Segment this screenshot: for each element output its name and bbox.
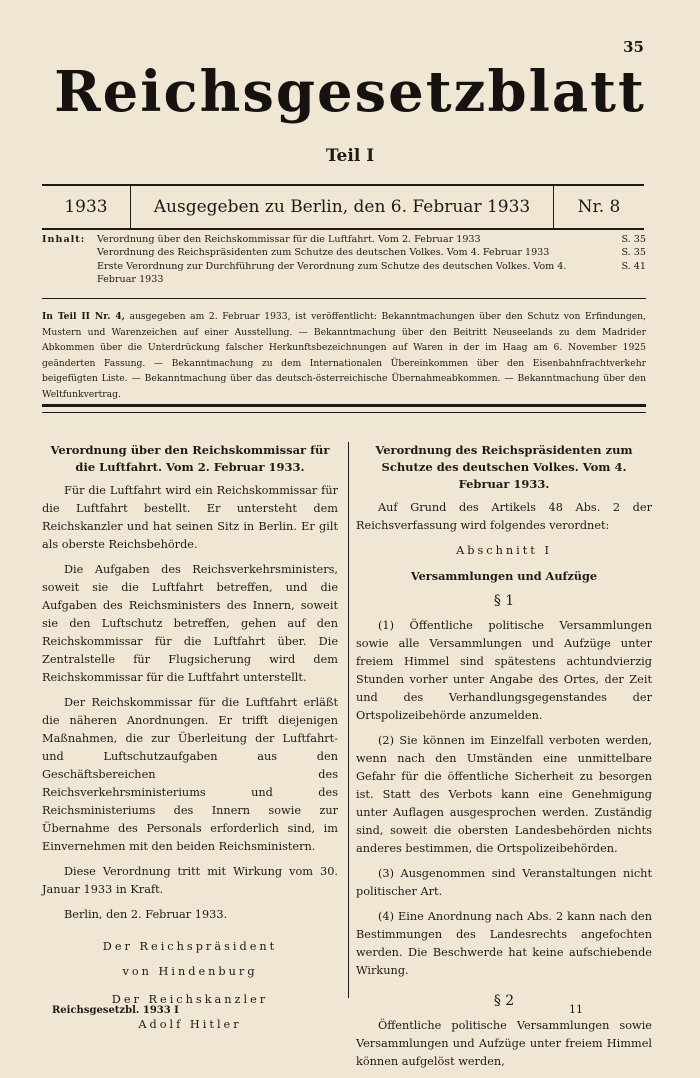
signature-title-chancellor: Der Reichskanzler (111, 993, 269, 1006)
toc-item-text: Verordnung über den Reichskommissar für die Luftfahrt. Vom 2. Februar 1933 (97, 234, 481, 245)
table-of-contents (42, 233, 646, 287)
divider-rule (42, 298, 646, 299)
double-divider-rule (42, 404, 646, 413)
signature-title-president: Der Reichspräsident (102, 940, 278, 953)
part2-text: ausgegeben am 2. Februar 1933, ist veröffentlicht: Bekanntmachungen über den Schutz von Erfindungen, Mustern und Warenzeichen auf einer Ausstellung. — Bekanntmachung über den Beitritt Neuseelands zu dem Madrider Abkommen über die Unterdrückung falscher Herkunftsbezeichnungen auf Waren in der im Haag am 6. November 1925 geänderten Fassung. — Bekanntmachung zu dem Internationalen Übereinkommen über den Eisenbahnfrachtverkehr beigefügten Liste. — Bekanntmachung über das deutsch-österreichische Übernahmeabkommen. — Bekanntmachung über den Weltfunkvertrag. (42, 311, 646, 400)
toc-item (97, 260, 646, 287)
signature-name-president: von Hindenburg (122, 965, 258, 978)
part-label: Teil I (325, 146, 375, 166)
contents-list (97, 233, 646, 287)
section-title: Versammlungen und Aufzüge (410, 569, 598, 583)
contents-label: Inhalt: (42, 234, 86, 245)
decree-intro: Auf Grund des Artikels 48 Abs. 2 der Reichsverfassung wird folgendes verordnet: (356, 501, 652, 532)
page-number: 35 (623, 38, 644, 56)
part2-notice (42, 309, 646, 402)
paragraph-sign-2: § 2 (493, 993, 515, 1009)
section-label: Abschnitt I (456, 544, 552, 557)
masthead-title: Reichsgesetzblatt (54, 59, 646, 125)
decree-paragraph: Der Reichskommissar für die Luftfahrt erläßt die näheren Anordnungen. Er trifft diejenigen Maßnahmen, die zur Überleitung der Luftfahrt- und Luftschutzaufgaben aus den Geschäftsbereichen des Reichsverkehrsministeriums und des Reichsministeriums des Innern sowie zur Übernahme des Personals erforderlich sind, im Einvernehmen mit den beiden Reichsministern. (42, 696, 338, 853)
paragraph-sign-1: § 1 (493, 593, 515, 609)
toc-item-text: Verordnung des Reichspräsidenten zum Schutze des deutschen Volkes. Vom 4. Februar 1933 (97, 247, 550, 259)
issue-band (42, 184, 644, 230)
toc-item (97, 233, 646, 246)
footer-sheet-number: 11 (569, 1003, 583, 1016)
clause: (1) Öffentliche politische Versammlungen sowie alle Versammlungen und Aufzüge unter freiem Himmel sind spätestens achtundvierzig Stunden vorher unter Angabe des Ortes, der Zeit und des Verhandlungsgegenstandes der Ortspolizeibehörde anzumelden. (356, 619, 652, 722)
decree-paragraph: Die Aufgaben des Reichsverkehrsministers, soweit sie die Luftfahrt betreffen, und die Aufgaben des Reichsministers des Innern, soweit sie den Luftschutz betreffen, gehen auf den Reichskommissar für die Luftfahrt über. Die Zentralstelle für Flugsicherung wird dem Reichskommissar für die Luftfahrt unterstellt. (42, 563, 338, 684)
toc-item-page: S. 41 (621, 260, 646, 272)
clause: Öffentliche politische Versammlungen sowie Versammlungen und Aufzüge unter freiem Himmel können aufgelöst werden, (356, 1019, 652, 1068)
column-divider (348, 442, 349, 998)
decree-title-protection: Verordnung des Reichspräsidenten zum Schutze des deutschen Volkes. Vom 4. Februar 1933. (375, 443, 633, 491)
toc-item (97, 246, 646, 259)
issue-number: Nr. 8 (577, 197, 621, 217)
decree-paragraph: Diese Verordnung tritt mit Wirkung vom 30. Januar 1933 in Kraft. (42, 865, 338, 896)
decree-title-aviation: Verordnung über den Reichskommissar für die Luftfahrt. Vom 2. Februar 1933. (50, 443, 330, 474)
date-line: Berlin, den 2. Februar 1933. (64, 908, 228, 921)
toc-item-page: S. 35 (621, 234, 646, 245)
decree-paragraph: Für die Luftfahrt wird ein Reichskommissar für die Luftfahrt bestellt. Er untersteht dem Reichskanzler und hat seinen Sitz in Berlin. Er gilt als oberste Reichsbehörde. (42, 484, 338, 551)
toc-item-page: S. 35 (621, 247, 646, 259)
part2-lead: In Teil II Nr. 4, (42, 311, 125, 322)
clause: (3) Ausgenommen sind Veranstaltungen nicht politischer Art. (356, 867, 652, 898)
toc-item-text: Erste Verordnung zur Durchführung der Verordnung zum Schutze des deutschen Volkes. Vom 4. Februar 1933 (97, 260, 567, 286)
issue-year: 1933 (42, 186, 131, 228)
clause: (2) Sie können im Einzelfall verboten werden, wenn nach den Umständen eine unmittelbare Gefahr für die öffentliche Sicherheit zu besorgen ist. Statt des Verbots kann eine Genehmigung unter Auflagen ausgesprochen werden. Zuständig sind, soweit die obersten Landesbehörden nichts anderes bestimmen, die Ortspolizeibehörden. (356, 734, 652, 855)
right-column (356, 438, 652, 1078)
footer-source: Reichsgesetzbl. 1933 I (52, 1005, 179, 1016)
signature-name-chancellor: Adolf Hitler (138, 1018, 242, 1031)
clause: (4) Eine Anordnung nach Abs. 2 kann nach den Bestimmungen des Landesrechts angefochten werden. Die Beschwerde hat keine aufschiebende Wirkung. (356, 910, 652, 977)
issue-date-text: Ausgegeben zu Berlin, den 6. Februar 1933 (131, 186, 554, 228)
left-column (42, 438, 338, 1041)
